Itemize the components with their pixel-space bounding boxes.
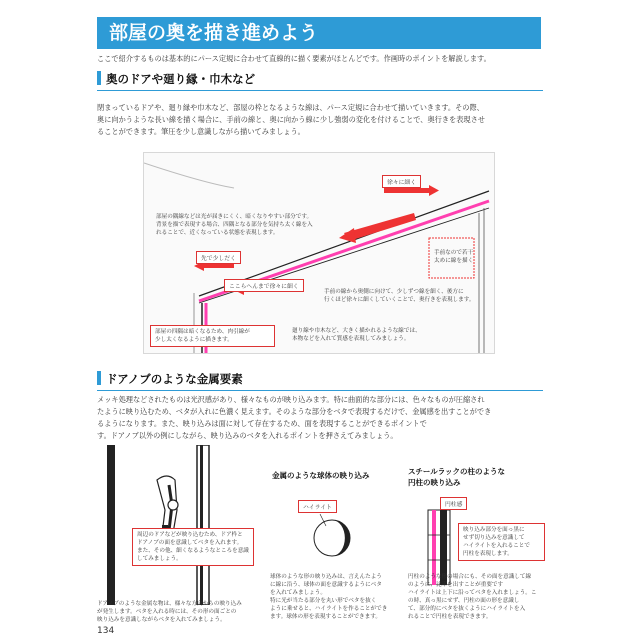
note-line: してみましょう。 (137, 556, 182, 562)
note-line: 映り込みを意識しながらベタを入れてみましょう。 (97, 617, 226, 623)
section1-body (97, 102, 547, 138)
section2-body-line: るようになります。また、映り込みは面に対して存在するため、面を表現することができるポイントで (97, 419, 427, 428)
note-bottom-right (324, 288, 484, 304)
section1-heading (97, 70, 543, 91)
heading-bar-icon (97, 71, 101, 85)
note-line: ハイライトを入れることで (463, 543, 530, 549)
label-here: ここらへんまで徐々に細く (224, 279, 304, 292)
note-mid-left (150, 325, 275, 347)
pillar-figure-title (408, 466, 505, 488)
note-line: に線に沿う、球体の面を意識するようにベタ (270, 582, 382, 588)
intro-text: ここで紹介するものは基本的にパース定規に合わせて直線的に描く要素がほとんどです。作画時のポイントを解説します。 (97, 54, 491, 63)
note-line: 部屋の四隅は暗くなるため、肉引線が (155, 329, 250, 335)
section2-heading (97, 370, 543, 391)
door-caption (97, 600, 262, 624)
note-line: れることで円柱を表現できます。 (408, 614, 492, 620)
section2-body (97, 394, 547, 442)
section1-body-line: 閉まっているドアや、廻り縁や巾木など、部屋の枠となるような線は、パース定規に合わせて描いていきます。その際、 (97, 103, 484, 112)
section1-body-line: ることができます。筆圧を少し意識しながら描いてみましょう。 (97, 127, 305, 136)
sphere-caption (270, 573, 400, 621)
note-line: が発生します。ベタを入れる時には、その形の面ごとの (97, 609, 237, 615)
door-knob-drawing (97, 445, 262, 605)
note-line: 特に光が当たる部分を丸い形でベタを抜く (270, 598, 377, 604)
note-line: ドアノブの面を意識してベタを入れます。 (137, 540, 243, 546)
page-number: 134 (97, 626, 115, 636)
note-bottom-center (292, 327, 462, 343)
label-gradual: 徐々に細く (382, 175, 421, 188)
note-top-left (156, 213, 336, 237)
note-line: 円柱を表現します。 (463, 551, 513, 557)
pillar-figure (410, 495, 545, 585)
note-line: 円柱のような形の場合にも、その面を意識して線 (408, 574, 532, 580)
note-line: のように、比率を出すことが重要です (408, 582, 504, 588)
note-line: 手前の線から奥側に向けて、少しずつ線を細く、後方に (324, 289, 464, 295)
note-line: 行くほど徐々に細くしていくことで、奥行きを表現します。 (324, 297, 475, 303)
note-line: の時、真っ黒にせず、円柱の面の形を意識し (408, 598, 520, 604)
note-line: 太めに線を描く (434, 258, 474, 264)
note-line: 周辺のドアなどが映り込むため、ドア枠と (137, 532, 243, 538)
highlight-label: ハイライト (298, 500, 337, 513)
note-line: ハイライトは上下に沿ってベタを入れましょう。こ (408, 590, 537, 596)
page-title: 部屋の奥を描き進めよう (97, 17, 541, 49)
note-line: せず切り込みを意識して (463, 535, 525, 541)
pillar-title-line: スチールラックの柱のような (408, 467, 506, 476)
note-line: れることで、近くなっている状態を表現します。 (156, 230, 279, 236)
note-right-box (434, 249, 479, 265)
note-line: 手前なので若干 (434, 250, 474, 256)
section2-body-line: す。ドアノブ以外の例にしながら、映り込みのベタを入れるポイントを押さえてみましょう。 (97, 431, 398, 440)
note-line: 球体のような形の映り込みは、言えんたよう (270, 574, 382, 580)
door-callout (132, 528, 254, 566)
section1-body-line: 奥に向かうような長い線を描く場合に、手前の線と、奥に向かう線に少し強弱の変化を付けることで、奥行きを表現させ (97, 115, 485, 124)
section2-body-line: メッキ処理などされたものは光沢感があり、様々なものが映り込みます。特に曲面的な部分には、色々なものが圧縮され (97, 395, 485, 404)
pillar-label: 円柱感 (440, 497, 467, 510)
door-knob-figure (97, 445, 262, 605)
note-line: 廻り線や巾木など、大きく描かれるような線では、 (292, 328, 421, 334)
pillar-callout (458, 523, 545, 561)
note-line: 背景を描で表現する場合、四隅となる部分を気持ち太く線を入 (156, 222, 313, 228)
section1-heading-text: 奥のドアや廻り縁・巾木など (106, 72, 256, 86)
note-line: 少し太くなるように描きます。 (155, 337, 233, 343)
note-line: 部屋の隅線などは光が届きにくく、暗くなりやすい部分です。 (156, 214, 313, 220)
note-line: また、その他、細くなるようなところを意識 (137, 548, 249, 554)
section2-body-line: たように映り込むため、ベタが入れに色濃く見えます。そのような部分をベタで表現するだけで、金属感を出すことができ (97, 407, 492, 416)
sphere-figure (290, 490, 390, 570)
note-line: 映り込み部分を面っ黒に (463, 527, 525, 533)
sphere-figure-title: 金属のような球体の映り込み (272, 471, 370, 480)
room-perspective-figure (143, 152, 495, 354)
note-line: ドアノブのような金属な物は、様々な方向からの映り込み (97, 601, 242, 607)
pillar-caption (408, 573, 543, 621)
note-line: て、部分的にベタを抜くようにハイライトを入 (408, 606, 526, 612)
note-line: ます。球体の形を表現することができます。 (270, 614, 381, 620)
section2-heading-text: ドアノブのような金属要素 (106, 372, 243, 386)
note-line: を入れてみましょう。 (270, 590, 326, 596)
label-thin-end: 先で少しだく (196, 251, 241, 264)
pillar-title-line: 円柱の映り込み (408, 478, 461, 487)
note-line: ように乗せると、ハイライトを作ることができ (270, 606, 388, 612)
heading-bar-icon (97, 371, 101, 385)
note-line: 本物などを入れて質感を表現してみましょう。 (292, 336, 410, 342)
